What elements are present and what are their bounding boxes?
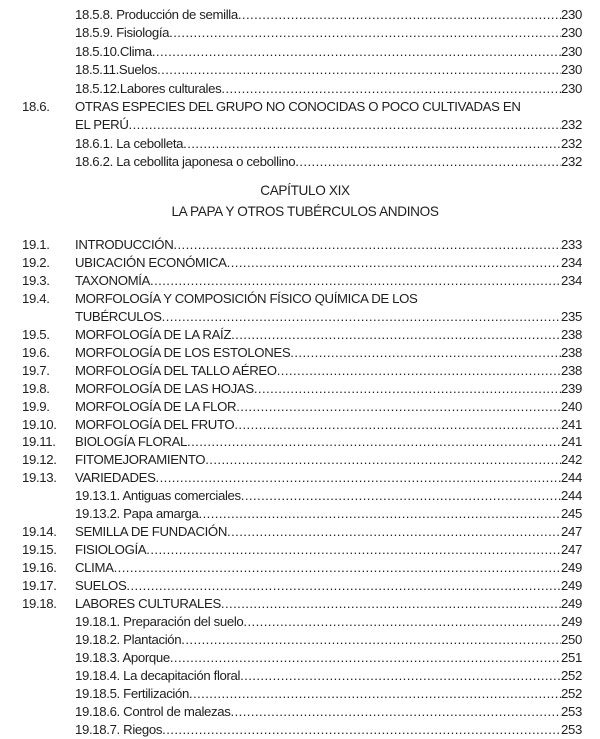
dot-leader (189, 685, 561, 703)
entry-page-number: 234 (561, 272, 582, 288)
dot-leader (227, 254, 561, 272)
toc-entry[interactable] (0, 595, 600, 613)
toc-entry[interactable] (0, 541, 600, 559)
toc-entry[interactable] (0, 135, 600, 153)
toc-entry[interactable] (0, 80, 600, 98)
entry-title: BIOLOGÍA FLORAL (75, 434, 188, 450)
entry-title: SEMILLA DE FUNDACIÓN (75, 524, 228, 540)
entry-title: 18.5.12.Labores culturales (75, 80, 222, 96)
dot-leader (181, 631, 561, 649)
entry-line (75, 398, 582, 416)
entry-page-number: 252 (561, 667, 582, 683)
dot-leader (221, 595, 561, 613)
toc-section-chapter-18 (0, 6, 600, 172)
entry-title: 19.18.4. La decapitación floral (75, 667, 241, 683)
entry-page-number: 244 (561, 488, 582, 504)
toc-entry[interactable] (0, 362, 600, 380)
dot-leader (295, 153, 561, 171)
dot-leader (241, 487, 561, 505)
entry-title: MORFOLOGÍA DE LOS ESTOLONES (75, 344, 291, 360)
entry-line (75, 433, 582, 451)
entry-page-number: 238 (561, 326, 582, 342)
entry-page-number: 249 (561, 578, 582, 594)
entry-number: 19.1. (22, 237, 50, 252)
entry-line (75, 613, 582, 631)
entry-page-number: 251 (561, 649, 582, 665)
entry-page-number: 230 (561, 43, 582, 59)
dot-leader (221, 80, 561, 98)
entry-page-number: 232 (561, 135, 582, 151)
toc-entry[interactable] (0, 416, 600, 434)
entry-line (75, 685, 582, 703)
entry-line (75, 559, 582, 577)
toc-entry[interactable] (0, 98, 600, 116)
entry-line (75, 362, 582, 380)
toc-entry[interactable] (0, 649, 600, 667)
dot-leader (169, 24, 561, 42)
dot-leader (162, 308, 561, 326)
entry-number: 19.9. (22, 398, 50, 414)
dot-leader (238, 6, 561, 24)
entry-number: 19.4. (22, 290, 50, 306)
toc-entry[interactable] (0, 577, 600, 595)
toc-entry[interactable] (0, 667, 600, 685)
entry-page-number: 252 (561, 685, 582, 701)
entry-page-number: 230 (561, 7, 582, 22)
entry-line (75, 61, 582, 79)
toc-entry[interactable] (0, 433, 600, 451)
dot-leader (187, 433, 561, 451)
entry-title: CLIMA (75, 560, 114, 576)
entry-title: OTRAS ESPECIES DEL GRUPO NO CONOCIDAS O POCO CULTIVADAS EN (75, 98, 521, 114)
entry-line (75, 649, 582, 667)
dot-leader (146, 541, 561, 559)
dot-leader (183, 135, 561, 153)
entry-title: 18.5.9. Fisiología (75, 25, 170, 41)
dot-leader (227, 523, 561, 541)
toc-entry[interactable] (0, 61, 600, 79)
entry-line (75, 308, 582, 326)
dot-leader (126, 577, 561, 595)
toc-entry[interactable] (0, 703, 600, 721)
entry-number: 19.7. (22, 362, 50, 378)
dot-leader (114, 559, 561, 577)
entry-page-number: 247 (561, 524, 582, 540)
toc-entry[interactable] (0, 290, 600, 308)
dot-leader (162, 721, 561, 739)
entry-page-number: 241 (561, 434, 582, 450)
entry-number: 19.17. (22, 578, 57, 594)
entry-title: 18.5.10.Clima (75, 43, 152, 59)
entry-title: MORFOLOGÍA DEL FRUTO (75, 416, 235, 432)
toc-entry[interactable] (0, 398, 600, 416)
dot-leader (205, 451, 561, 469)
entry-page-number: 230 (561, 62, 582, 78)
dot-leader (156, 469, 562, 487)
dot-leader (173, 236, 561, 254)
entry-line (75, 236, 582, 254)
entry-page-number: 239 (561, 380, 582, 396)
entry-title: 19.18.3. Aporque (75, 649, 170, 665)
entry-line (75, 326, 582, 344)
dot-leader (157, 61, 561, 79)
entry-line (75, 631, 582, 649)
toc-entry[interactable] (0, 505, 600, 523)
entry-page-number: 238 (561, 362, 582, 378)
entry-line (75, 116, 582, 134)
entry-number: 19.2. (22, 254, 50, 270)
entry-number: 19.14. (22, 524, 57, 540)
entry-line (75, 43, 582, 61)
entry-page-number: 230 (561, 80, 582, 96)
entry-title: TAXONOMÍA (75, 272, 151, 288)
toc-entry[interactable] (0, 523, 600, 541)
entry-line (75, 721, 582, 739)
entry-page-number: 253 (561, 703, 582, 719)
toc-section-chapter-19 (0, 236, 600, 739)
toc-entry[interactable] (0, 469, 600, 487)
entry-title: 19.18.5. Fertilización (75, 685, 189, 701)
chapter-heading (0, 180, 600, 222)
entry-title: VARIEDADES (75, 470, 156, 486)
entry-line (75, 595, 582, 613)
entry-line (75, 667, 582, 685)
entry-title: MORFOLOGÍA DEL TALLO AÉREO (75, 362, 277, 378)
entry-title: FISIOLOGÍA (75, 542, 147, 558)
entry-line (75, 487, 582, 505)
entry-page-number: 249 (561, 596, 582, 612)
entry-page-number: 244 (561, 470, 582, 486)
entry-title: MORFOLOGÍA DE LA FLOR (75, 398, 237, 414)
entry-title: 19.18.2. Plantación (75, 631, 182, 647)
entry-line (75, 135, 582, 153)
entry-title: 19.18.1. Preparación del suelo (75, 614, 244, 630)
entry-line (75, 254, 582, 272)
entry-line (75, 24, 582, 42)
entry-number: 19.6. (22, 344, 50, 360)
entry-title: 19.13.2. Papa amarga (75, 506, 199, 522)
chapter-label: CAPÍTULO XIX (260, 183, 350, 198)
dot-leader (290, 344, 561, 362)
entry-page-number: 232 (561, 117, 582, 133)
toc-entry[interactable] (0, 326, 600, 344)
entry-title: SUELOS (75, 578, 127, 594)
entry-line (75, 98, 582, 116)
entry-line (75, 344, 582, 362)
entry-number: 19.11. (22, 434, 56, 450)
dot-leader (277, 362, 561, 380)
entry-line (75, 80, 582, 98)
dot-leader (254, 380, 561, 398)
toc-entry[interactable] (0, 254, 600, 272)
toc-entry[interactable] (0, 559, 600, 577)
entry-line (75, 380, 582, 398)
entry-page-number: 253 (561, 721, 582, 737)
chapter-title: LA PAPA Y OTROS TUBÉRCULOS ANDINOS (171, 204, 439, 219)
toc-entry[interactable] (0, 451, 600, 469)
entry-line (75, 416, 582, 434)
dot-leader (150, 272, 561, 290)
entry-page-number: 240 (561, 398, 582, 414)
entry-line (75, 541, 582, 559)
dot-leader (199, 505, 562, 523)
dot-leader (152, 43, 561, 61)
entry-title: 18.5.11.Suelos (75, 62, 158, 78)
toc-entry[interactable] (0, 308, 600, 326)
entry-title: MORFOLOGÍA DE LAS HOJAS (75, 380, 254, 396)
dot-leader (170, 649, 561, 667)
entry-page-number: 242 (561, 452, 582, 468)
entry-number: 19.15. (22, 542, 57, 558)
toc-entry[interactable] (0, 272, 600, 290)
entry-page-number: 249 (561, 560, 582, 576)
entry-page-number: 233 (561, 237, 582, 252)
entry-line (75, 451, 582, 469)
entry-title: TUBÉRCULOS (75, 308, 162, 324)
entry-line (75, 523, 582, 541)
entry-number: 19.13. (22, 470, 57, 486)
entry-page-number: 247 (561, 542, 582, 558)
entry-title: INTRODUCCIÓN (75, 237, 174, 252)
entry-page-number: 249 (561, 614, 582, 630)
entry-title: EL PERÚ (75, 117, 129, 133)
entry-line (75, 6, 582, 24)
entry-line (75, 577, 582, 595)
entry-number: 19.16. (22, 560, 57, 576)
toc-entry[interactable] (0, 344, 600, 362)
entry-title: MORFOLOGÍA Y COMPOSICIÓN FÍSICO QUÍMICA DE LOS (75, 290, 418, 306)
dot-leader (231, 326, 561, 344)
toc-entry[interactable] (0, 6, 600, 24)
toc-entry[interactable] (0, 24, 600, 42)
toc-entry[interactable] (0, 613, 600, 631)
toc-entry[interactable] (0, 380, 600, 398)
dot-leader (243, 613, 561, 631)
entry-page-number: 230 (561, 25, 582, 41)
dot-leader (236, 398, 561, 416)
entry-number: 19.12. (22, 452, 57, 468)
entry-number: 19.8. (22, 380, 50, 396)
entry-page-number: 232 (561, 154, 582, 170)
entry-page-number: 234 (561, 254, 582, 270)
entry-line (75, 469, 582, 487)
entry-page-number: 235 (561, 308, 582, 324)
entry-title: MORFOLOGÍA DE LA RAÍZ (75, 326, 232, 342)
toc-entry[interactable] (0, 43, 600, 61)
toc-entry[interactable] (0, 116, 600, 134)
entry-title: 18.6.1. La cebolleta (75, 135, 184, 151)
entry-title: 18.5.8. Producción de semilla (75, 7, 238, 22)
entry-page-number: 241 (561, 416, 582, 432)
entry-title: 19.18.6. Control de malezas (75, 703, 231, 719)
entry-page-number: 245 (561, 506, 582, 522)
dot-leader (240, 667, 561, 685)
dot-leader (234, 416, 561, 434)
entry-title: 18.6.2. La cebollita japonesa o cebollino (75, 154, 296, 170)
entry-number: 19.18. (22, 596, 57, 612)
entry-title: 19.18.7. Riegos (75, 721, 163, 737)
toc-entry[interactable] (0, 487, 600, 505)
entry-line (75, 153, 582, 171)
dot-leader (129, 116, 562, 134)
entry-line (75, 290, 582, 308)
entry-line (75, 703, 582, 721)
entry-line (75, 505, 582, 523)
toc-entry[interactable] (0, 631, 600, 649)
entry-page-number: 238 (561, 344, 582, 360)
entry-title: UBICACIÓN ECONÓMICA (75, 254, 227, 270)
toc-entry[interactable] (0, 153, 600, 171)
toc-entry[interactable] (0, 236, 600, 254)
entry-title: FITOMEJORAMIENTO (75, 452, 206, 468)
dot-leader (231, 703, 562, 721)
entry-number: 19.3. (22, 272, 50, 288)
entry-title: 19.13.1. Antiguas comerciales (75, 488, 241, 504)
entry-title: LABORES CULTURALES (75, 596, 221, 612)
entry-page-number: 250 (561, 631, 582, 647)
toc-entry[interactable] (0, 721, 600, 739)
entry-number: 18.6. (22, 98, 50, 114)
toc-entry[interactable] (0, 685, 600, 703)
entry-line (75, 272, 582, 290)
entry-number: 19.10. (22, 416, 57, 432)
entry-number: 19.5. (22, 326, 50, 342)
